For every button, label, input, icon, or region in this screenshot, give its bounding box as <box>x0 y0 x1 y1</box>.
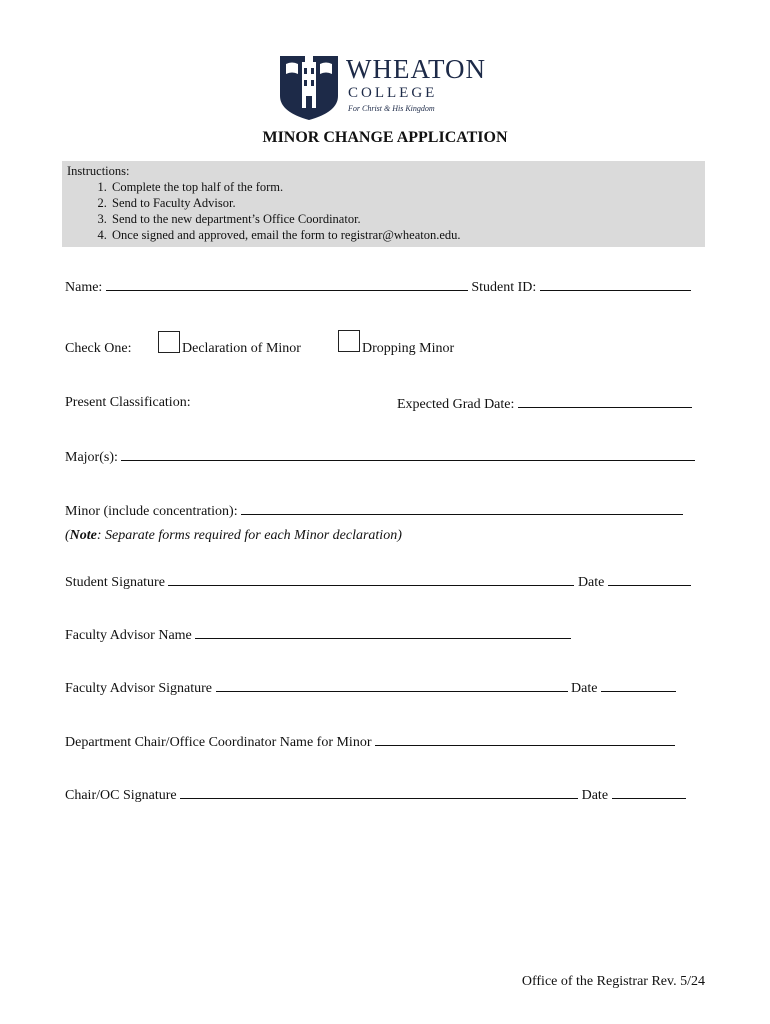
declaration-checkbox[interactable] <box>158 331 180 353</box>
instruction-item: 1. Complete the top half of the form. <box>110 179 461 195</box>
student-date-label: Date <box>577 575 605 590</box>
grad-date-field[interactable] <box>518 394 692 408</box>
minor-note: (Note: Separate forms required for each Minor declaration) <box>65 528 402 543</box>
logo-motto: For Christ & His Kingdom <box>348 104 435 113</box>
instructions-heading: Instructions: <box>67 164 130 178</box>
form-title: MINOR CHANGE APPLICATION <box>262 129 508 146</box>
instruction-item: 2. Send to Faculty Advisor. <box>110 195 461 211</box>
grad-date-row <box>397 394 692 414</box>
name-label: Name: <box>65 280 103 295</box>
dropping-label: Dropping Minor <box>362 341 455 356</box>
instruction-item: 3. Send to the new department’s Office Coordinator. <box>110 211 461 227</box>
faculty-name-label: Faculty Advisor Name <box>65 628 192 643</box>
faculty-name-row <box>65 625 571 645</box>
dropping-checkbox[interactable] <box>338 330 360 352</box>
chair-signature-label: Chair/OC Signature <box>65 788 177 803</box>
declaration-label: Declaration of Minor <box>182 341 301 356</box>
chair-date-label: Date <box>581 788 609 803</box>
classification-label: Present Classification: <box>65 395 191 410</box>
chair-signature-row <box>65 785 686 805</box>
student-date-field[interactable] <box>608 572 691 586</box>
chair-date-field[interactable] <box>612 785 686 799</box>
faculty-signature-row <box>65 678 676 698</box>
student-id-field[interactable] <box>540 277 691 291</box>
note-text: : Separate forms required for each Minor declaration) <box>96 528 402 543</box>
check-one-label: Check One: <box>65 341 132 356</box>
logo-name: WHEATON <box>346 54 486 84</box>
faculty-date-field[interactable] <box>601 678 676 692</box>
footer-revision: Office of the Registrar Rev. 5/24 <box>521 974 705 989</box>
minor-field[interactable] <box>241 501 683 515</box>
instructions-list <box>62 179 461 243</box>
majors-field[interactable] <box>121 447 695 461</box>
tower-shield-icon <box>278 44 340 120</box>
instruction-item: 4. Once signed and approved, email the form to registrar@wheaton.edu. <box>110 227 461 243</box>
logo-subtitle: COLLEGE <box>348 85 438 101</box>
faculty-signature-label: Faculty Advisor Signature <box>65 681 212 696</box>
chair-name-field[interactable] <box>375 732 675 746</box>
student-signature-label: Student Signature <box>65 575 165 590</box>
student-signature-row <box>65 572 691 592</box>
chair-signature-field[interactable] <box>180 785 578 799</box>
student-signature-field[interactable] <box>168 572 574 586</box>
chair-name-label: Department Chair/Office Coordinator Name for Minor <box>65 735 372 750</box>
majors-label: Major(s): <box>65 450 118 465</box>
name-field[interactable] <box>106 277 468 291</box>
minor-row <box>65 501 683 521</box>
chair-name-row <box>65 732 675 752</box>
faculty-signature-field[interactable] <box>216 678 568 692</box>
faculty-date-label: Date <box>571 681 598 696</box>
minor-label: Minor (include concentration): <box>65 504 238 519</box>
faculty-name-field[interactable] <box>195 625 571 639</box>
majors-row <box>65 447 695 467</box>
grad-date-label: Expected Grad Date: <box>397 397 515 412</box>
instructions-box <box>62 161 705 247</box>
student-id-label: Student ID: <box>471 280 537 295</box>
college-logo <box>278 44 498 122</box>
name-row <box>65 277 691 297</box>
note-bold: Note <box>69 528 97 543</box>
